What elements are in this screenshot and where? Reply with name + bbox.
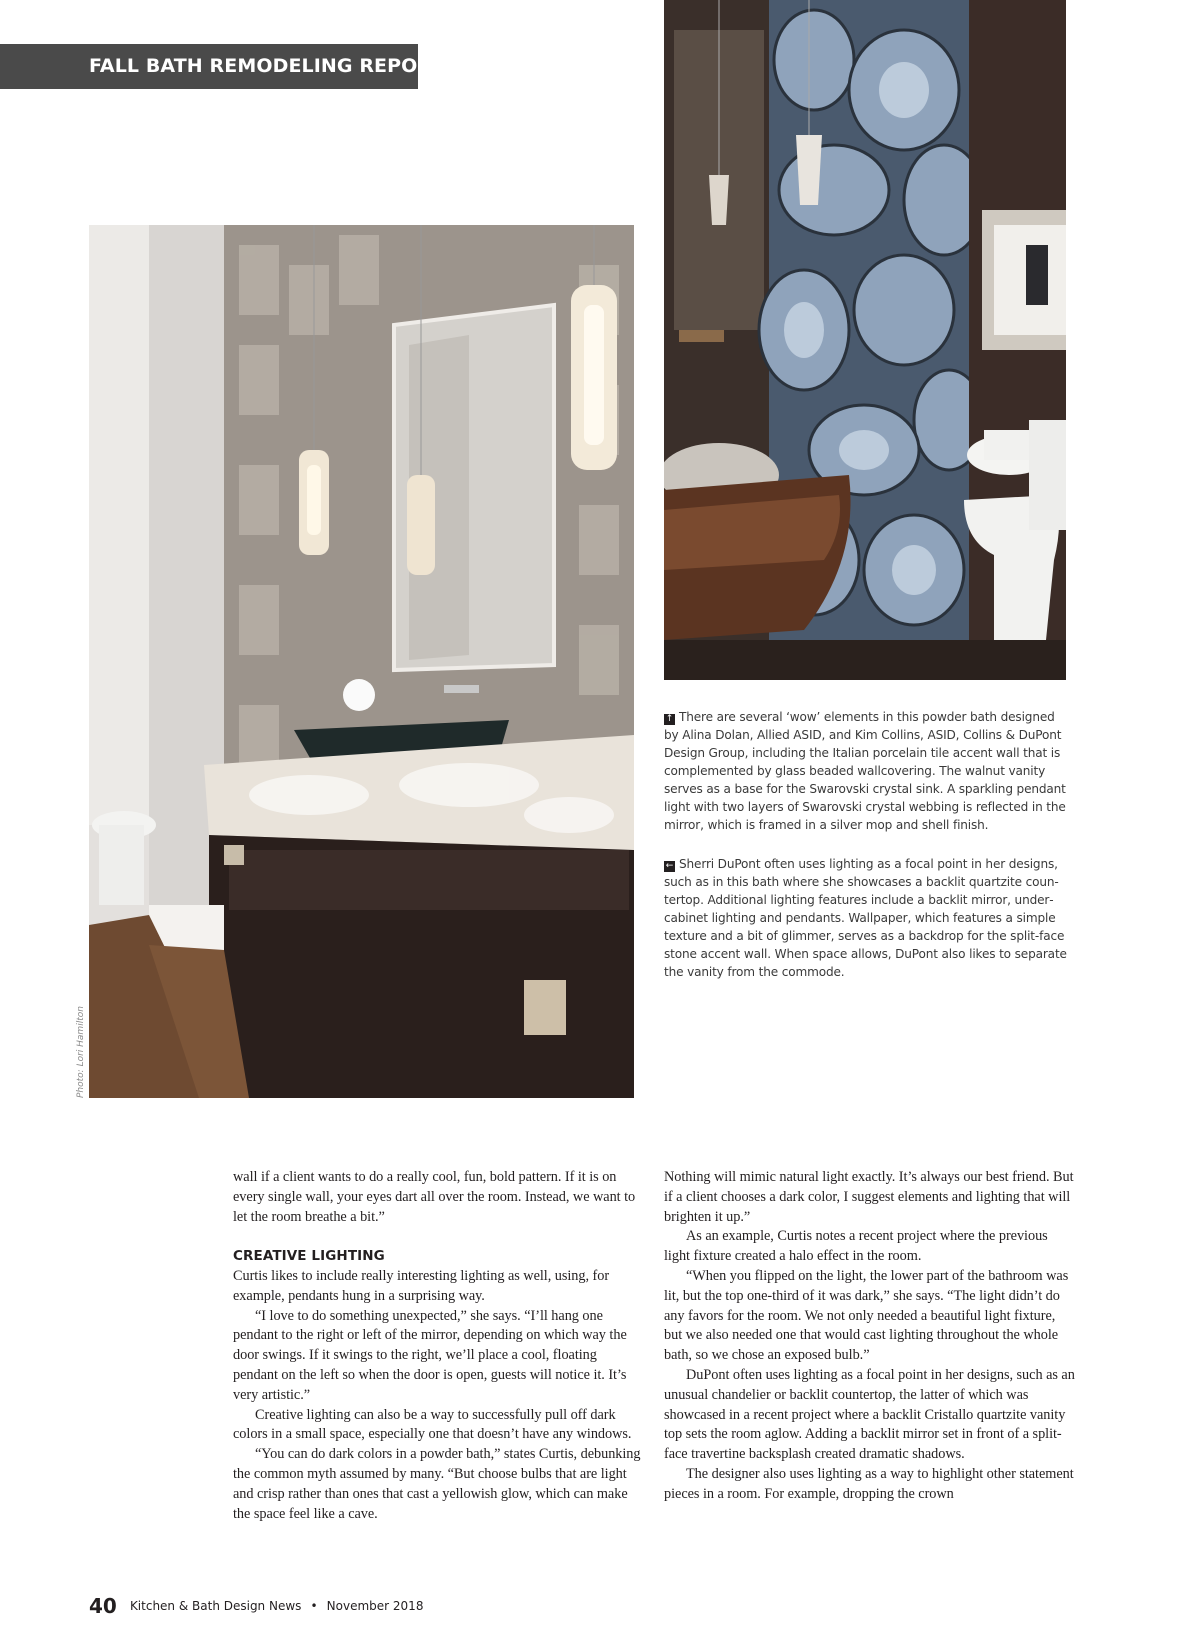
paragraph: “I love to do something unexpected,” she says. “I’ll hang one pendant to the right or left of the mirror, depending on which way the door swings. If it swings to the right, we’ll place a cool, floating pendant on the left so when the door is open, guests will notice it. It’s very artistic.” [233, 1307, 627, 1403]
paragraph: Creative lighting can also be a way to successfully pull off dark colors in a small space, especially one that doesn’t have any windows. [233, 1406, 632, 1443]
arrow-left-icon: ← [665, 861, 674, 871]
article-column-right [664, 1168, 1076, 1505]
paragraph: “When you flipped on the light, the lower part of the bathroom was lit, but the top one-third of it was dark,” she says. “The light didn’t do any favors for the room. We not only needed a beautiful light fixture, but we also needed one that would cast lighting throughout the whole bath, so we chose an exposed bulb.” [664, 1267, 1069, 1364]
caption-text: Sherri DuPont often uses lighting as a focal point in her designs, such as in this bath where she showcases a backlit quartzite countertop. Additional lighting features include a backlit mirror, undercabinet lighting and pendants. Wallpaper, which features a simple texture and a bit of glimmer, serves as a backdrop for the split-face stone accent wall. When space allows, DuPont also likes to separate the vanity from the commode. [664, 857, 1067, 979]
powder-bath-agate-photo [664, 0, 1066, 680]
paragraph: As an example, Curtis notes a recent project where the previous light fixture created a halo effect in the room. [664, 1228, 1048, 1265]
paragraph: “You can do dark colors in a powder bath,” states Curtis, debunking the common myth assumed by many. “But choose bulbs that are light and crisp rather than ones that cast a yellowish glow, which can make the space feel like a cave. [233, 1446, 641, 1522]
publication-name: Kitchen & Bath Design News [129, 1599, 302, 1613]
paragraph: DuPont often uses lighting as a focal point in her designs, such as an unusual chandelier or backlit countertop, the latter of which was showcased in a recent project where a backlit Cristallo quartzite vanity top sets the room aglow. Adding a backlit mirror set in front of a split-face travertine backsplash created dramatic shadows. [664, 1366, 1075, 1463]
subhead-creative-lighting: CREATIVE LIGHTING [233, 1248, 385, 1265]
article-column-left [233, 1168, 645, 1524]
paragraph: Nothing will mimic natural light exactly. It’s always our best friend. But if a client chooses a dark color, I suggest elements and lighting that will brighten it up.” [664, 1169, 1074, 1225]
photo-credit: Photo: Lori Hamilton [76, 1006, 86, 1098]
footer-separator: • [310, 1599, 318, 1613]
arrow-up-icon: ↑ [665, 714, 674, 724]
issue-date: November 2018 [326, 1599, 424, 1613]
paragraph: wall if a client wants to do a really cool, fun, bold pattern. If it is on every single wall, your eyes dart all over the room. Instead, we want to let the room breathe a bit.” [233, 1169, 636, 1225]
page-number: 40 [89, 1594, 117, 1618]
caption-agate-bath [664, 708, 1068, 834]
backlit-vanity-photo [89, 225, 634, 1098]
paragraph: Curtis likes to include really interesting lighting as well, using, for example, pendants hung in a surprising way. [233, 1267, 610, 1304]
page-footer [89, 1594, 423, 1620]
caption-backlit-vanity [664, 855, 1068, 981]
section-banner: FALL BATH REMODELING REPORT [0, 44, 418, 89]
caption-text: There are several ‘wow’ elements in this powder bath designed by Alina Dolan, Allied ASID, and Kim Collins, ASID, Collins & DuPont Design Group, including the Italian porcelain tile accent wall that is complemented by glass beaded wallcovering. The walnut vanity serves as a base for the Swarovski crystal sink. A sparkling pendant light with two layers of Swarovski crystal webbing is reflected in the mirror, which is framed in a silver mop and shell finish. [664, 710, 1066, 832]
paragraph: The designer also uses lighting as a way to highlight other statement pieces in a room. For example, dropping the crown [664, 1465, 1074, 1502]
